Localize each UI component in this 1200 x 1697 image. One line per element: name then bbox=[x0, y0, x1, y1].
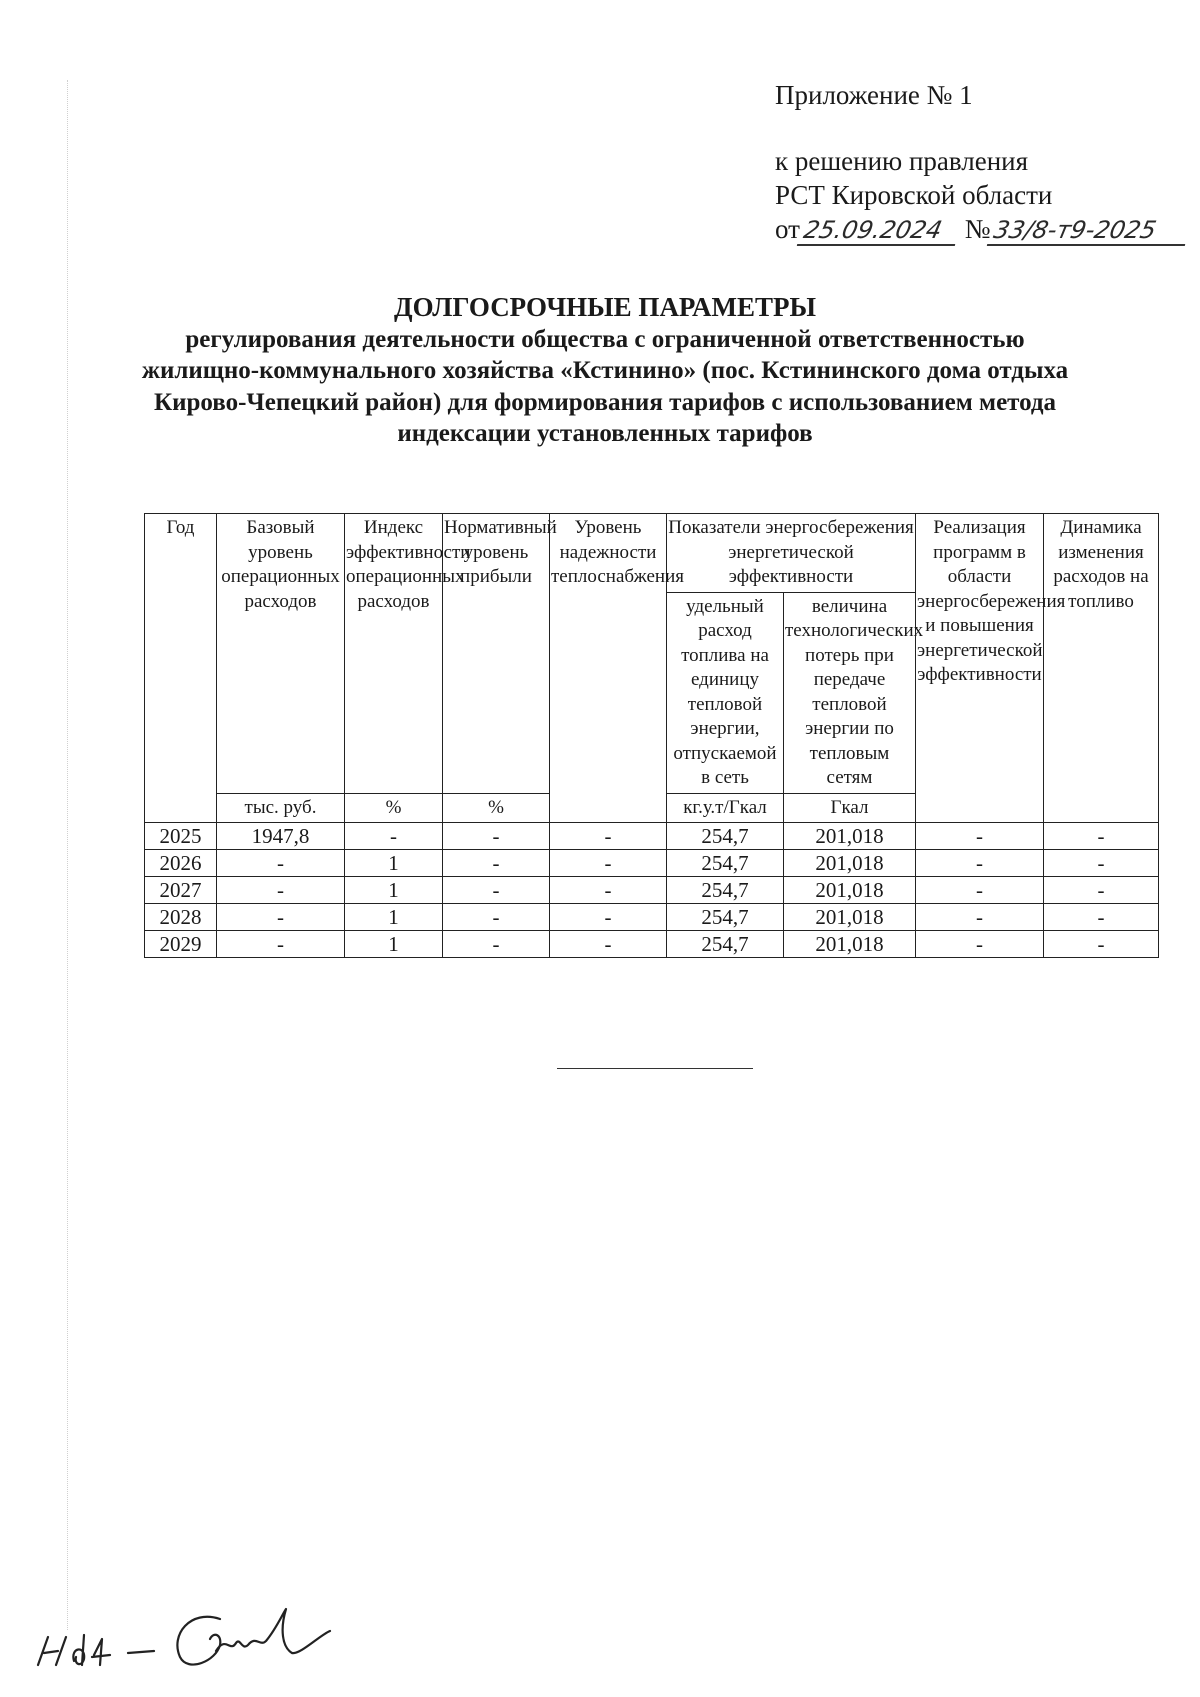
date-prefix: от bbox=[775, 214, 800, 244]
cell-programs: - bbox=[916, 823, 1044, 850]
cell-losses: 201,018 bbox=[784, 850, 916, 877]
header-fuel-rate: удельный расход топлива на единицу тепловой энергии, отпускаемой в сеть bbox=[667, 592, 784, 793]
scan-margin-dots bbox=[67, 80, 68, 1630]
cell-reliability: - bbox=[550, 931, 667, 958]
cell-index: 1 bbox=[345, 877, 443, 904]
table-row bbox=[145, 877, 1159, 904]
parameters-table bbox=[144, 513, 1159, 958]
cell-index: 1 bbox=[345, 850, 443, 877]
cell-losses: 201,018 bbox=[784, 823, 916, 850]
cell-profit: - bbox=[443, 850, 550, 877]
header-losses: величина технологических потерь при передаче тепловой энергии по тепловым сетям bbox=[784, 592, 916, 793]
header-profit-level: Нормативный уровень прибыли bbox=[443, 514, 550, 794]
table-row bbox=[145, 931, 1159, 958]
header-year: Год bbox=[145, 514, 217, 794]
table-row bbox=[145, 823, 1159, 850]
cell-index: - bbox=[345, 823, 443, 850]
header-energy-group: Показатели энергосбережения энергетической эффективности bbox=[667, 514, 916, 593]
header-programs: Реализация программ в области энергосбережения и повышения энергетической эффективности bbox=[916, 514, 1044, 823]
cell-base: - bbox=[217, 850, 345, 877]
title-main: ДОЛГОСРОЧНЫЕ ПАРАМЕТРЫ bbox=[394, 292, 816, 322]
table-row bbox=[145, 904, 1159, 931]
cell-year: 2027 bbox=[145, 877, 217, 904]
cell-reliability: - bbox=[550, 823, 667, 850]
cell-reliability: - bbox=[550, 877, 667, 904]
header-dynamics: Динамика изменения расходов на топливо bbox=[1044, 514, 1159, 823]
cell-losses: 201,018 bbox=[784, 931, 916, 958]
cell-year: 2025 bbox=[145, 823, 217, 850]
cell-programs: - bbox=[916, 850, 1044, 877]
cell-dynamics: - bbox=[1044, 823, 1159, 850]
cell-year: 2026 bbox=[145, 850, 217, 877]
cell-year: 2029 bbox=[145, 931, 217, 958]
unit-base-costs: тыс. руб. bbox=[217, 793, 345, 823]
cell-fuel: 254,7 bbox=[667, 823, 784, 850]
cell-fuel: 254,7 bbox=[667, 850, 784, 877]
unit-fuel-rate: кг.у.т/Гкал bbox=[667, 793, 784, 823]
cell-base: - bbox=[217, 877, 345, 904]
table-row bbox=[145, 850, 1159, 877]
cell-losses: 201,018 bbox=[784, 904, 916, 931]
cell-programs: - bbox=[916, 904, 1044, 931]
appendix-line-1: к решению правления bbox=[775, 146, 1029, 176]
cell-dynamics: - bbox=[1044, 850, 1159, 877]
cell-index: 1 bbox=[345, 904, 443, 931]
unit-year-empty bbox=[145, 793, 217, 823]
handwritten-date: 25.09.2024 bbox=[797, 216, 961, 246]
cell-dynamics: - bbox=[1044, 931, 1159, 958]
cell-programs: - bbox=[916, 877, 1044, 904]
appendix-block bbox=[775, 78, 1188, 246]
handwritten-signature bbox=[30, 1595, 350, 1675]
cell-year: 2028 bbox=[145, 904, 217, 931]
title-subtitle: регулирования деятельности общества с ограниченной ответственностью жилищно-коммунального хозяйства «Кстинино» (пос. Кстининского дома отдыха Кирово-Чепецкий район) для формирования тарифов с использованием метода индексации установленных тарифов bbox=[141, 325, 1069, 447]
cell-reliability: - bbox=[550, 850, 667, 877]
cell-index: 1 bbox=[345, 931, 443, 958]
cell-fuel: 254,7 bbox=[667, 931, 784, 958]
cell-base: 1947,8 bbox=[217, 823, 345, 850]
cell-dynamics: - bbox=[1044, 904, 1159, 931]
handwritten-number: 33/8-т9-2025 bbox=[987, 216, 1191, 246]
number-prefix: № bbox=[964, 214, 991, 244]
header-reliability: Уровень надежности теплоснабжения bbox=[550, 514, 667, 823]
cell-profit: - bbox=[443, 904, 550, 931]
end-separator-line bbox=[557, 1068, 753, 1069]
cell-base: - bbox=[217, 904, 345, 931]
appendix-line-2: РСТ Кировской области bbox=[775, 180, 1053, 210]
appendix-number: Приложение № 1 bbox=[775, 80, 973, 110]
cell-fuel: 254,7 bbox=[667, 904, 784, 931]
cell-losses: 201,018 bbox=[784, 877, 916, 904]
cell-profit: - bbox=[443, 877, 550, 904]
cell-dynamics: - bbox=[1044, 877, 1159, 904]
unit-losses: Гкал bbox=[784, 793, 916, 823]
document-title bbox=[140, 292, 1070, 450]
cell-reliability: - bbox=[550, 904, 667, 931]
cell-fuel: 254,7 bbox=[667, 877, 784, 904]
cell-profit: - bbox=[443, 823, 550, 850]
cell-profit: - bbox=[443, 931, 550, 958]
cell-programs: - bbox=[916, 931, 1044, 958]
cell-base: - bbox=[217, 931, 345, 958]
header-base-costs: Базовый уровень операционных расходов bbox=[217, 514, 345, 794]
unit-efficiency-index: % bbox=[345, 793, 443, 823]
appendix-date-line bbox=[775, 212, 1188, 246]
unit-profit-level: % bbox=[443, 793, 550, 823]
header-efficiency-index: Индекс эффективности операционных расходов bbox=[345, 514, 443, 794]
